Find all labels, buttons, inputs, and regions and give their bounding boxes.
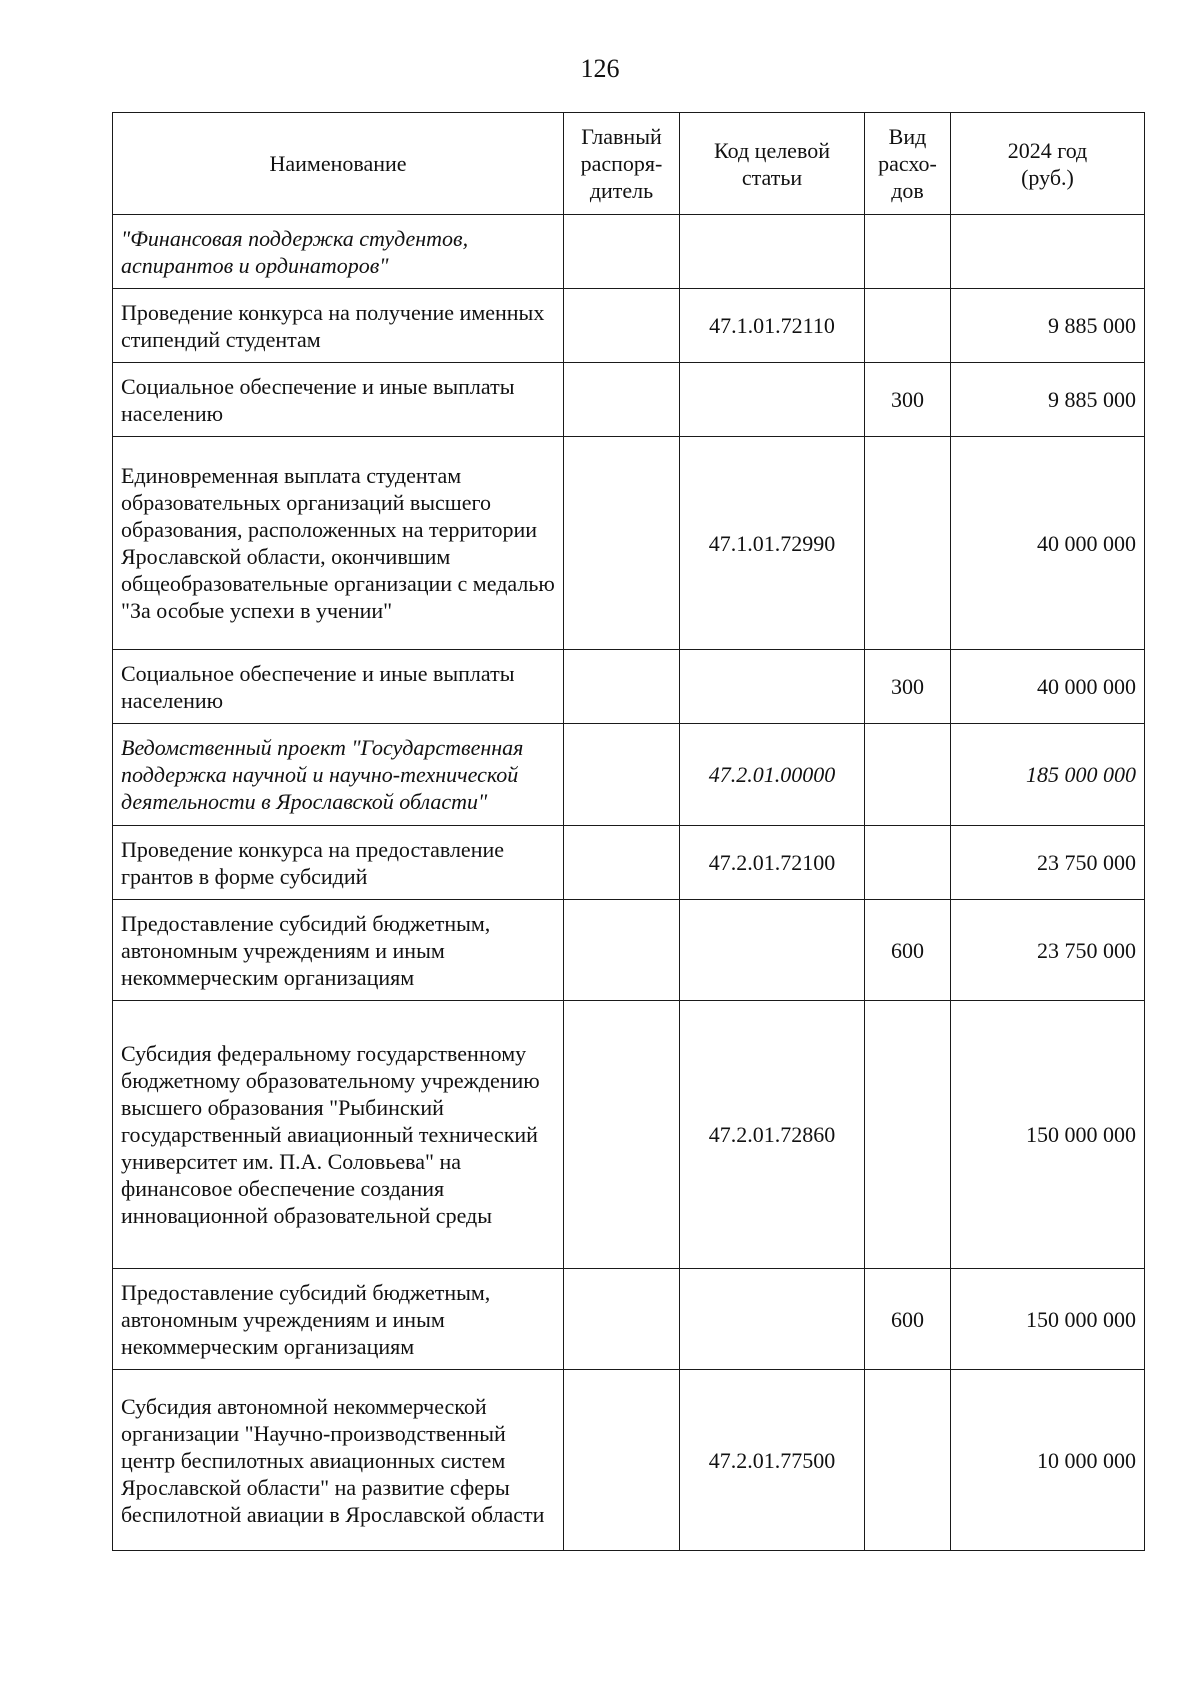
- table-row: [113, 1001, 1145, 1269]
- page-number: 126: [580, 54, 620, 83]
- row-amount: 10 000 000: [951, 1370, 1145, 1551]
- table-row: [113, 826, 1145, 900]
- row-amount: 185 000 000: [951, 724, 1145, 826]
- table-row: [113, 289, 1145, 363]
- header-code: Код целевой статьи: [680, 113, 865, 215]
- row-admin: [564, 900, 680, 1001]
- row-type: [865, 724, 951, 826]
- row-name: Ведомственный проект "Государственная поддержка научной и научно-технической деятельности в Ярославской области": [113, 724, 564, 826]
- row-admin: [564, 826, 680, 900]
- table-header-row: [113, 113, 1145, 215]
- row-amount: 150 000 000: [951, 1001, 1145, 1269]
- table-row: [113, 437, 1145, 650]
- budget-table: [112, 112, 1145, 1551]
- row-name: "Финансовая поддержка студентов, аспирантов и ординаторов": [113, 215, 564, 289]
- row-admin: [564, 289, 680, 363]
- row-amount: 23 750 000: [951, 900, 1145, 1001]
- row-admin: [564, 650, 680, 724]
- row-amount: [951, 215, 1145, 289]
- row-type: [865, 826, 951, 900]
- row-code: 47.1.01.72110: [680, 289, 865, 363]
- row-code: 47.2.01.72860: [680, 1001, 865, 1269]
- header-name: Наименование: [113, 113, 564, 215]
- row-name: Субсидия автономной некоммерческой организации "Научно-производственный центр беспилотных авиационных систем Ярославской области" на развитие сферы беспилотной авиации в Ярославской области: [113, 1370, 564, 1551]
- table-row: [113, 363, 1145, 437]
- row-type: 300: [865, 650, 951, 724]
- row-code: [680, 650, 865, 724]
- header-type: Вид расхо- дов: [865, 113, 951, 215]
- row-code: 47.1.01.72990: [680, 437, 865, 650]
- row-name: Социальное обеспечение и иные выплаты населению: [113, 363, 564, 437]
- row-amount: 40 000 000: [951, 437, 1145, 650]
- row-amount: 9 885 000: [951, 289, 1145, 363]
- table-row: [113, 215, 1145, 289]
- row-type: [865, 215, 951, 289]
- row-code: [680, 900, 865, 1001]
- row-admin: [564, 1370, 680, 1551]
- row-code: [680, 215, 865, 289]
- table-row: [113, 650, 1145, 724]
- row-name: Предоставление субсидий бюджетным, автономным учреждениям и иным некоммерческим организациям: [113, 1269, 564, 1370]
- row-type: 600: [865, 900, 951, 1001]
- row-admin: [564, 1269, 680, 1370]
- row-admin: [564, 724, 680, 826]
- row-code: 47.2.01.72100: [680, 826, 865, 900]
- table-row: [113, 1269, 1145, 1370]
- row-type: [865, 1370, 951, 1551]
- row-code: [680, 1269, 865, 1370]
- header-admin: Главный распоря- дитель: [564, 113, 680, 215]
- row-admin: [564, 363, 680, 437]
- row-type: [865, 1001, 951, 1269]
- row-type: [865, 289, 951, 363]
- row-admin: [564, 1001, 680, 1269]
- row-name: Проведение конкурса на предоставление грантов в форме субсидий: [113, 826, 564, 900]
- row-amount: 9 885 000: [951, 363, 1145, 437]
- row-name: Предоставление субсидий бюджетным, автономным учреждениям и иным некоммерческим организациям: [113, 900, 564, 1001]
- row-name: Субсидия федеральному государственному бюджетному образовательному учреждению высшего образования "Рыбинский государственный авиационный технический университет им. П.А. Соловьева" на финансовое обеспечение создания инновационной образовательной среды: [113, 1001, 564, 1269]
- row-code: [680, 363, 865, 437]
- row-type: 300: [865, 363, 951, 437]
- row-amount: 150 000 000: [951, 1269, 1145, 1370]
- table-row: [113, 900, 1145, 1001]
- row-code: 47.2.01.00000: [680, 724, 865, 826]
- table-row: [113, 724, 1145, 826]
- table-row: [113, 1370, 1145, 1551]
- row-type: [865, 437, 951, 650]
- row-name: Единовременная выплата студентам образовательных организаций высшего образования, расположенных на территории Ярославской области, окончившим общеобразовательные организации с медалью "За особые успехи в учении": [113, 437, 564, 650]
- row-type: 600: [865, 1269, 951, 1370]
- table-body: [113, 215, 1145, 1551]
- row-amount: 40 000 000: [951, 650, 1145, 724]
- row-amount: 23 750 000: [951, 826, 1145, 900]
- row-name: Проведение конкурса на получение именных стипендий студентам: [113, 289, 564, 363]
- row-code: 47.2.01.77500: [680, 1370, 865, 1551]
- row-name: Социальное обеспечение и иные выплаты населению: [113, 650, 564, 724]
- row-admin: [564, 215, 680, 289]
- row-admin: [564, 437, 680, 650]
- header-amount: 2024 год (руб.): [951, 113, 1145, 215]
